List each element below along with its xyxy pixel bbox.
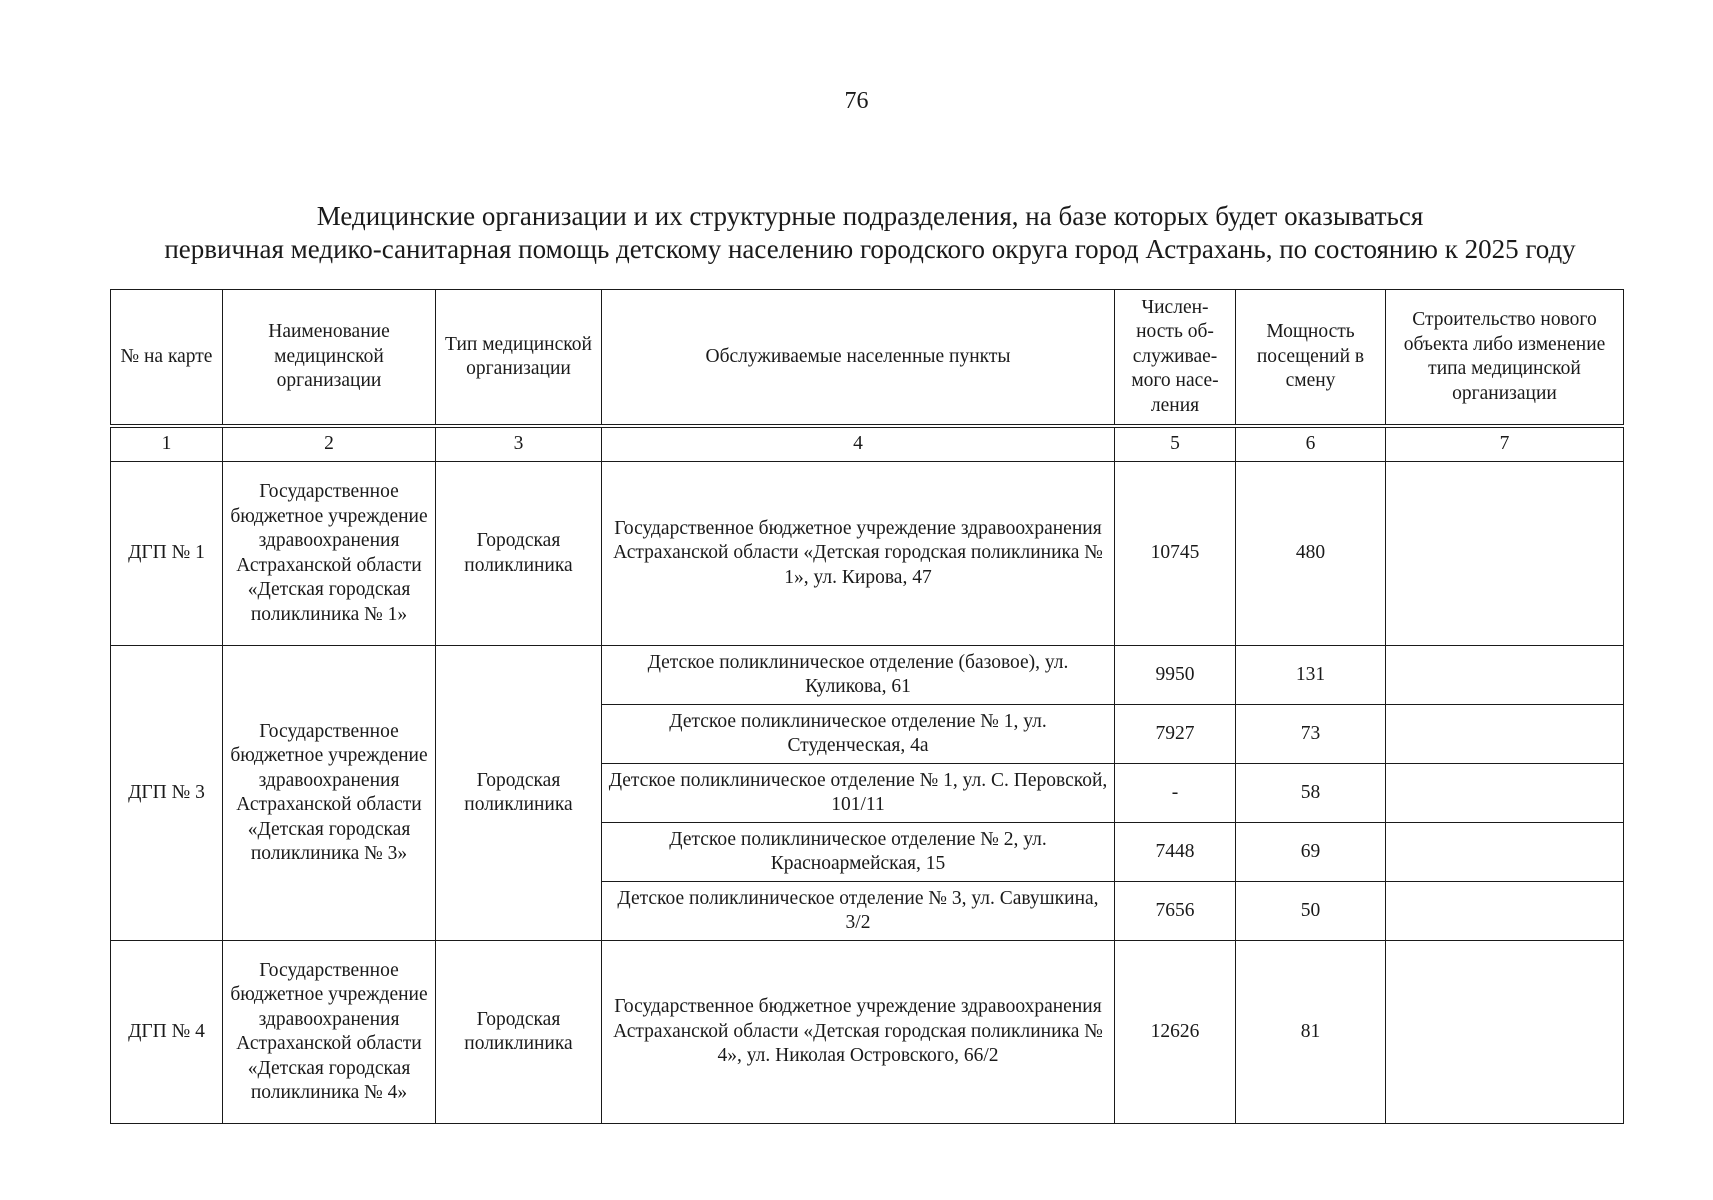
population-cell: 9950 [1115,646,1236,705]
capacity-cell: 50 [1236,882,1386,941]
document-title-line-1: Медицинские организации и их структурные подразделения, на базе которых будет оказываться [316,201,1424,231]
header-map-number: № на карте [111,290,223,427]
header-org-name: Наименование медицинской организации [223,290,436,427]
population-cell: 10745 [1115,462,1236,646]
column-number: 1 [111,426,223,462]
capacity-cell: 480 [1236,462,1386,646]
header-org-type: Тип медицинской организации [436,290,602,427]
org-name-cell: Государственное бюджетное учреждение здравоохранения Астраханской области «Детская городская поликлиника № 3» [223,646,436,941]
org-name-cell: Государственное бюджетное учреждение здравоохранения Астраханской области «Детская городская поликлиника № 4» [223,941,436,1124]
org-type-cell: Городская поликлиника [436,646,602,941]
org-type-cell: Городская поликлиника [436,462,602,646]
map-number-cell: ДГП № 4 [111,941,223,1124]
column-number: 2 [223,426,436,462]
document-title-line-2: первичная медико-санитарная помощь детскому населению городского округа город Астрахань, по состоянию к 2025 году [164,234,1576,264]
table-row [111,462,1624,646]
table-row [111,646,1624,705]
header-construction: Строительство нового объекта либо изменение типа медицинской организации [1386,290,1624,427]
capacity-cell: 58 [1236,764,1386,823]
table-header-row [111,290,1624,427]
header-population: Числен-ность об-служивае-мого насе-ления [1115,290,1236,427]
medical-organizations-table [110,289,1624,1124]
construction-cell [1386,646,1624,705]
header-served-places: Обслуживаемые населенные пункты [602,290,1115,427]
org-type-cell: Городская поликлиника [436,941,602,1124]
header-capacity: Мощность посещений в смену [1236,290,1386,427]
capacity-cell: 69 [1236,823,1386,882]
served-places-cell: Детское поликлиническое отделение (базовое), ул. Куликова, 61 [602,646,1115,705]
construction-cell [1386,462,1624,646]
column-number: 4 [602,426,1115,462]
document-title [120,200,1620,266]
served-places-cell: Детское поликлиническое отделение № 1, ул. Студенческая, 4а [602,705,1115,764]
population-cell: 7448 [1115,823,1236,882]
page-number: 76 [844,88,869,114]
column-number: 6 [1236,426,1386,462]
construction-cell [1386,705,1624,764]
column-numbers-row [111,426,1624,462]
population-cell: - [1115,764,1236,823]
capacity-cell: 81 [1236,941,1386,1124]
construction-cell [1386,823,1624,882]
served-places-cell: Детское поликлиническое отделение № 3, ул. Савушкина, 3/2 [602,882,1115,941]
population-cell: 7656 [1115,882,1236,941]
construction-cell [1386,941,1624,1124]
map-number-cell: ДГП № 3 [111,646,223,941]
capacity-cell: 73 [1236,705,1386,764]
served-places-cell: Государственное бюджетное учреждение здравоохранения Астраханской области «Детская городская поликлиника № 1», ул. Кирова, 47 [602,462,1115,646]
population-cell: 12626 [1115,941,1236,1124]
served-places-cell: Детское поликлиническое отделение № 2, ул. Красноармейская, 15 [602,823,1115,882]
column-number: 3 [436,426,602,462]
column-number: 5 [1115,426,1236,462]
population-cell: 7927 [1115,705,1236,764]
served-places-cell: Государственное бюджетное учреждение здравоохранения Астраханской области «Детская городская поликлиника № 4», ул. Николая Островского, 66/2 [602,941,1115,1124]
column-number: 7 [1386,426,1624,462]
construction-cell [1386,764,1624,823]
map-number-cell: ДГП № 1 [111,462,223,646]
served-places-cell: Детское поликлиническое отделение № 1, ул. С. Перовской, 101/11 [602,764,1115,823]
org-name-cell: Государственное бюджетное учреждение здравоохранения Астраханской области «Детская городская поликлиника № 1» [223,462,436,646]
capacity-cell: 131 [1236,646,1386,705]
construction-cell [1386,882,1624,941]
table-row [111,941,1624,1124]
